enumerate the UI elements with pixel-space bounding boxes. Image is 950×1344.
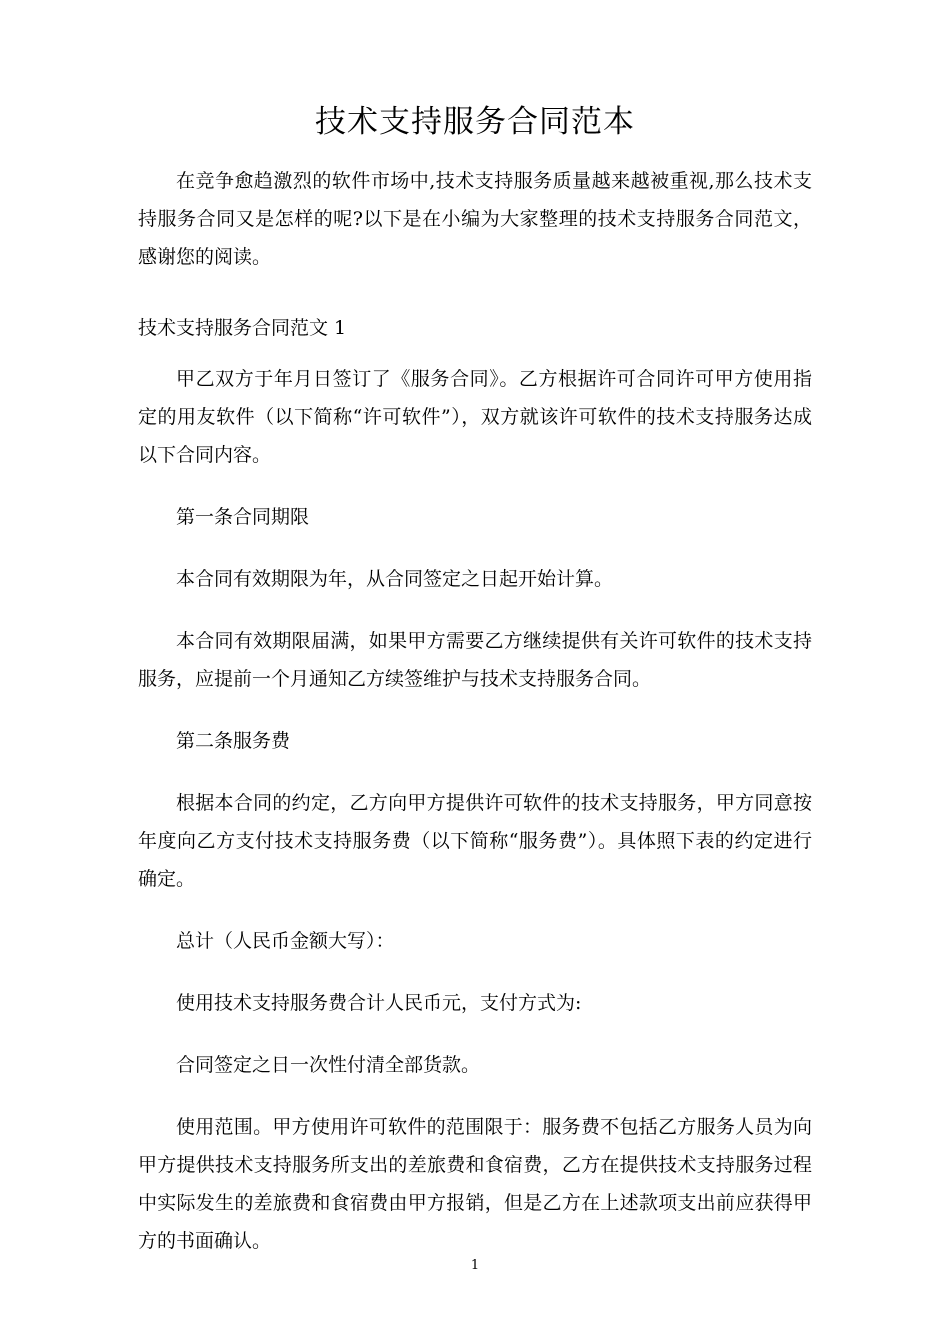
intro-paragraph: 在竞争愈趋激烈的软件市场中,技术支持服务质量越来越被重视,那么技术支持服务合同又是怎样的呢?以下是在小编为大家整理的技术支持服务合同范文，感谢您的阅读。 (138, 170, 812, 268)
section-heading: 技术支持服务合同范文 1 (138, 317, 347, 339)
paragraph-2: 本合同有效期限为年，从合同签定之日起开始计算。 (176, 568, 614, 590)
paragraph-1: 甲乙双方于年月日签订了《服务合同》。乙方根据许可合同许可甲方使用指定的用友软件（以下简称“许可软件”），双方就该许可软件的技术支持服务达成以下合同内容。 (138, 368, 812, 466)
paragraph-4: 根据本合同的约定，乙方向甲方提供许可软件的技术支持服务，甲方同意按年度向乙方支付技术支持服务费（以下简称“服务费”）。具体照下表的约定进行确定。 (138, 792, 812, 890)
article-1-heading: 第一条合同期限 (176, 506, 310, 528)
page-number: 1 (470, 1258, 480, 1273)
paragraph-3: 本合同有效期限届满，如果甲方需要乙方继续提供有关许可软件的技术支持服务，应提前一个月通知乙方续签维护与技术支持服务合同。 (138, 630, 812, 690)
article-2-heading: 第二条服务费 (176, 730, 291, 752)
document-body (138, 162, 812, 1260)
paragraph-5: 总计（人民币金额大写）： (176, 930, 395, 952)
document-title: 技术支持服务合同范本 (315, 104, 635, 140)
paragraph-8: 使用范围。甲方使用许可软件的范围限于：服务费不包括乙方服务人员为向甲方提供技术支持服务所支出的差旅费和食宿费，乙方在提供技术支持服务过程中实际发生的差旅费和食宿费由甲方报销，但是乙方在上述款项支出前应获得甲方的书面确认。 (138, 1116, 812, 1252)
paragraph-7: 合同签定之日一次性付清全部货款。 (176, 1054, 481, 1076)
paragraph-6: 使用技术支持服务费合计人民币元，支付方式为: (176, 992, 582, 1014)
